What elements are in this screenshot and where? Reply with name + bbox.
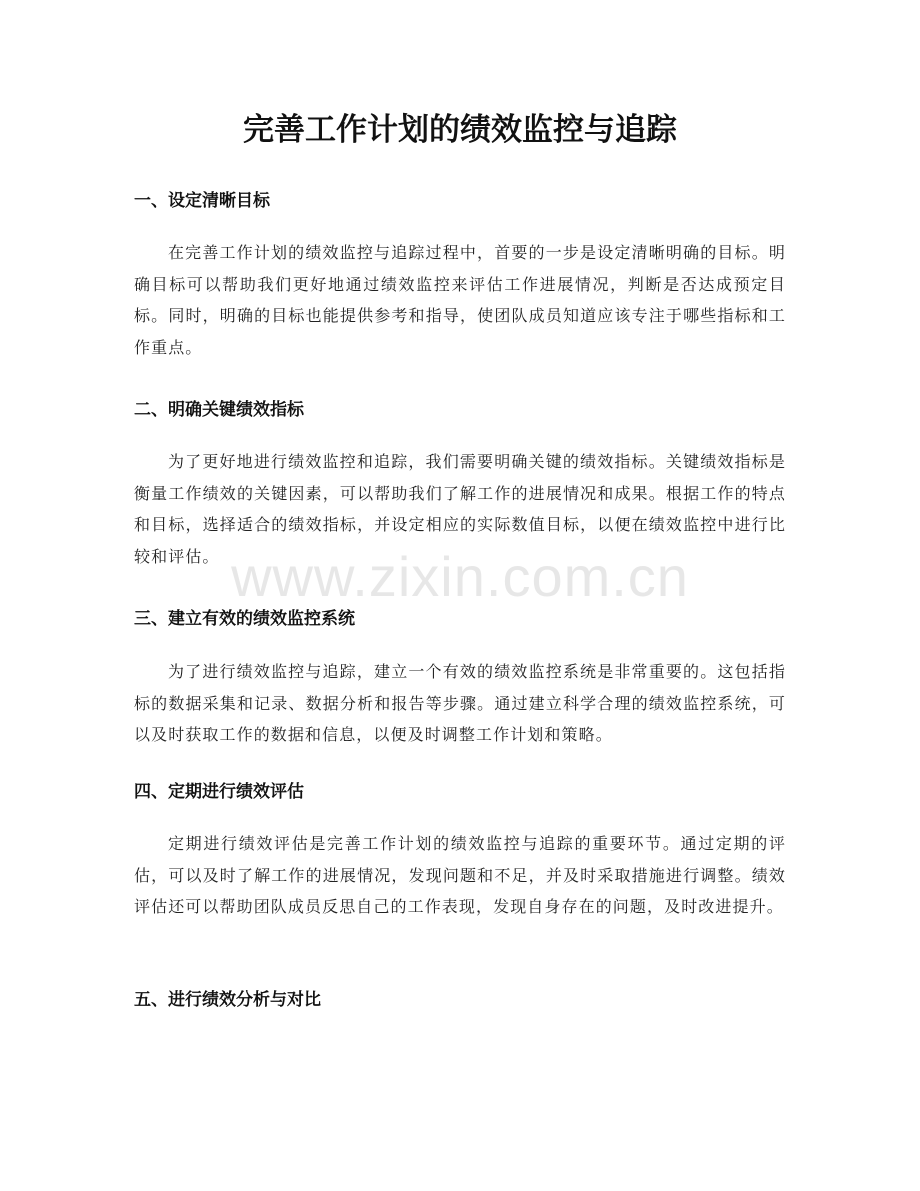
section-4-paragraph: 定期进行绩效评估是完善工作计划的绩效监控与追踪的重要环节。通过定期的评估，可以及时了解工作的进展情况，发现问题和不足，并及时采取措施进行调整。绩效评估还可以帮助团队成员反思自己的工作表现，发现自身存在的问题，及时改进提升。 [134, 834, 786, 916]
section-1-paragraph: 在完善工作计划的绩效监控与追踪过程中，首要的一步是设定清晰明确的目标。明确目标可以帮助我们更好地通过绩效监控来评估工作进展情况，判断是否达成预定目标。同时，明确的目标也能提供参考和指导，使团队成员知道应该专注于哪些指标和工作重点。 [134, 243, 786, 357]
section-4-heading: 四、定期进行绩效评估 [134, 782, 304, 802]
section-5-heading: 五、进行绩效分析与对比 [134, 990, 321, 1010]
section-1-heading: 一、设定清晰目标 [134, 191, 270, 211]
section-3-paragraph: 为了进行绩效监控与追踪，建立一个有效的绩效监控系统是非常重要的。这包括指标的数据采集和记录、数据分析和报告等步骤。通过建立科学合理的绩效监控系统，可以及时获取工作的数据和信息，以便及时调整工作计划和策略。 [134, 662, 786, 744]
section-3-heading: 三、建立有效的绩效监控系统 [134, 609, 355, 629]
watermark-text: www.zixin.com.cn [231, 545, 689, 608]
section-2-heading: 二、明确关键绩效指标 [134, 400, 304, 420]
section-2-paragraph: 为了更好地进行绩效监控和追踪，我们需要明确关键的绩效指标。关键绩效指标是衡量工作绩效的关键因素，可以帮助我们了解工作的进展情况和成果。根据工作的特点和目标，选择适合的绩效指标，并设定相应的实际数值目标，以便在绩效监控中进行比较和评估。 [134, 452, 786, 566]
document-title: 完善工作计划的绩效监控与追踪 [243, 112, 677, 148]
